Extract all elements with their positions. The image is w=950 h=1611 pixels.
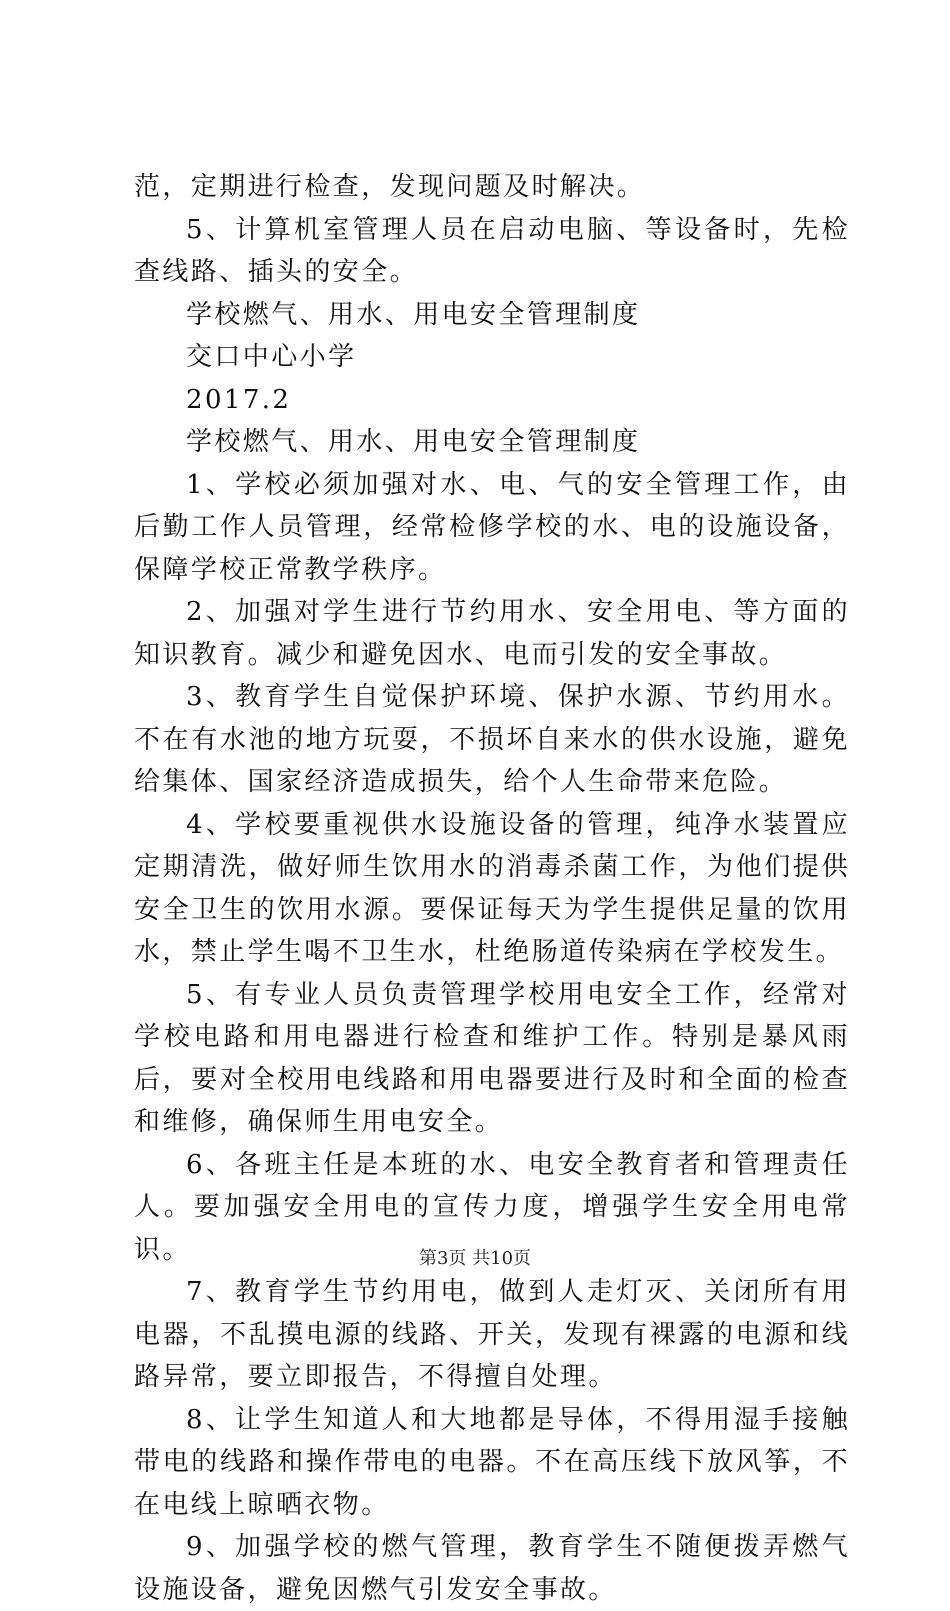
rule-item-9: 9、加强学校的燃气管理，教育学生不随便拨弄燃气设施设备，避免因燃气引发安全事故。 (134, 1532, 850, 1605)
document-body (134, 166, 850, 1611)
paragraph-computer-room: 5、计算机室管理人员在启动电脑、等设备时，先检查线路、插头的安全。 (134, 214, 850, 287)
document-date: 2017.2 (186, 384, 292, 415)
rule-item-2: 2、加强对学生进行节约用水、安全用电、等方面的知识教育。减少和避免因水、电而引发的安全事故。 (134, 597, 850, 670)
rule-item-7: 7、教育学生节约用电，做到人走灯灭、关闭所有用电器，不乱摸电源的线路、开关，发现有裸露的电源和线路异常，要立即报告，不得擅自处理。 (134, 1277, 850, 1392)
school-name: 交口中心小学 (186, 342, 357, 372)
section-title: 学校燃气、用水、用电安全管理制度 (186, 427, 641, 457)
rule-item-3: 3、教育学生自觉保护环境、保护水源、节约用水。不在有水池的地方玩耍，不损坏自来水的供水设施，避免给集体、国家经济造成损失，给个人生命带来危险。 (134, 682, 850, 797)
paragraph-continuation: 范，定期进行检查，发现问题及时解决。 (134, 172, 646, 202)
rule-item-8: 8、让学生知道人和大地都是导体，不得用湿手接触带电的线路和操作带电的电器。不在高压线下放风筝，不在电线上晾晒衣物。 (134, 1404, 850, 1520)
rule-item-1: 1、学校必须加强对水、电、气的安全管理工作，由后勤工作人员管理，经常检修学校的水、电的设施设备，保障学校正常教学秩序。 (134, 469, 850, 585)
rule-item-5: 5、有专业人员负责管理学校用电安全工作，经常对学校电路和用电器进行检查和维护工作。特别是暴风雨后，要对全校用电线路和用电器要进行及时和全面的检查和维修，确保师生用电安全。 (134, 979, 850, 1137)
rule-item-6: 6、各班主任是本班的水、电安全教育者和管理责任人。要加强安全用电的宣传力度，增强学生安全用电常识。 (134, 1149, 850, 1265)
rule-item-4: 4、学校要重视供水设施设备的管理，纯净水装置应定期清洗，做好师生饮用水的消毒杀菌工作，为他们提供安全卫生的饮用水源。要保证每天为学生提供足量的饮用水，禁止学生喝不卫生水，杜绝肠道传染病在学校发生。 (134, 809, 850, 967)
document-title: 学校燃气、用水、用电安全管理制度 (186, 299, 641, 330)
page-number-footer: 第3页 共10页 (418, 1248, 532, 1269)
